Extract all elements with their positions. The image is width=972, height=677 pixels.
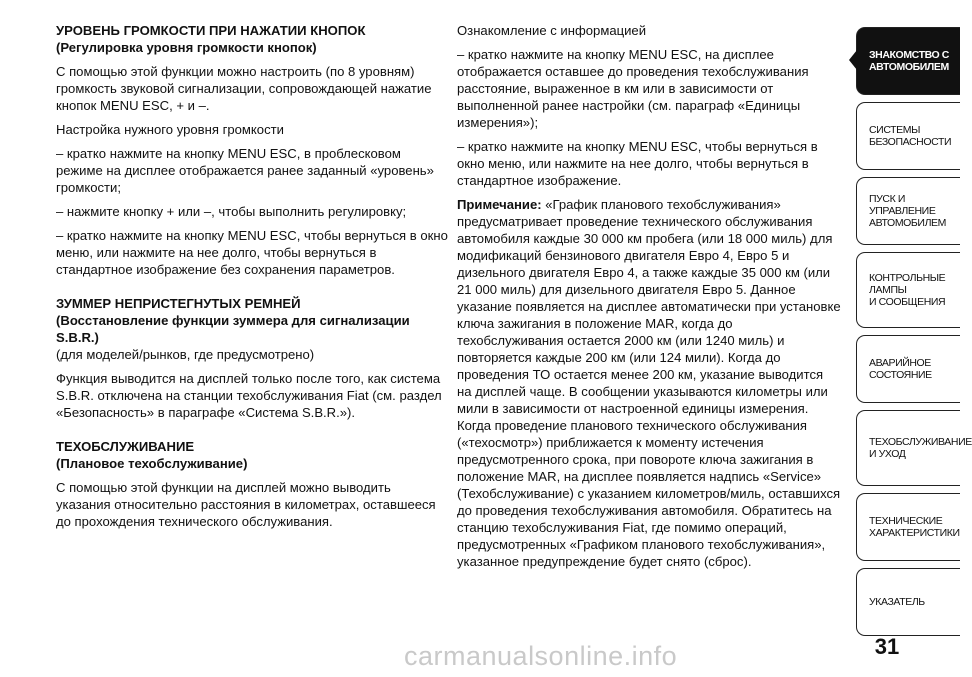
paragraph: – кратко нажмите на кнопку MENU ESC, на дисплее отображается оставшее до проведения техобслуживания расстояние, выраженное в км или в зависимости от выполненной ранее настройки (см. параграф «Единицы измерения»); (457, 47, 809, 130)
chapter-tabs (856, 27, 972, 643)
paragraph: Настройка нужного уровня громкости (56, 122, 284, 137)
paragraph: Функция выводится на дисплей только после того, как система S.B.R. отключена на станции техобслуживания Fiat (см. раздел «Безопасность» в параграфе «Система S.B.R.»). (56, 371, 442, 420)
tab-vehicle-intro[interactable]: ЗНАКОМСТВО С АВТОМОБИЛЕМ (856, 27, 960, 95)
right-column (457, 22, 841, 577)
paragraph: – кратко нажмите на кнопку MENU ESC, чтобы вернуться в окно меню, или нажмите на нее долго, чтобы вернуться в стандартное изображение без сохранения параметров. (56, 228, 448, 277)
section-subtitle-button-volume: (Регулировка уровня громкости кнопок) (56, 40, 317, 55)
section-title-seatbelt-buzzer: ЗУММЕР НЕПРИСТЕГНУТЫХ РЕМНЕЙ (56, 296, 301, 311)
note-text: «График планового техобслуживания» предусматривает проведение технического обслуживания автомобиля каждые 30 000 км пробега (или 18 000 миль) для модификаций бензинового двигателя Евро 4, Евро 5 и дизельного двигателя Евро 4, а также каждые 35 000 км (или 21 000 миль) для дизельного двигателя Евро 5. Данное указание появляется на дисплее автоматически при установке ключа зажигания в положение MAR, когда до техобслуживания остается 2000 км (или 1240 миль) и повторяется каждые 200 км (или 124 мили). Когда до проведения ТО остается менее 200 км, указание выводится на дисплей чаще. В сообщении указываются километры или мили в зависимости от настроенной единицы измерения. Когда проведение планового технического обслуживания («техосмотр») приближается к моменту истечения предусмотренного срока, при повороте ключа зажигания в положение MAR, на дисплее появляется надпись «Service» (Техобслуживание) с указанием километров/миль, оставшихся до проведения техобслуживания автомобиля. Обратитесь на станцию техобслуживания Fiat, где помимо операций, предусмотренных «Графиком планового техобслуживания», указанное предупреждение будет снято (сброс). (457, 197, 841, 569)
tab-warning-lights[interactable]: КОНТРОЛЬНЫЕ ЛАМПЫ И СООБЩЕНИЯ (856, 252, 960, 328)
page-number: 31 (874, 634, 900, 659)
paragraph: – кратко нажмите на кнопку MENU ESC, чтобы вернуться в окно меню, или нажмите на нее долго, чтобы вернуться в стандартное изображение. (457, 139, 818, 188)
section-title-button-volume: УРОВЕНЬ ГРОМКОСТИ ПРИ НАЖАТИИ КНОПОК (56, 23, 366, 38)
section-title-maintenance: ТЕХОБСЛУЖИВАНИЕ (56, 439, 195, 454)
tab-index[interactable]: УКАЗАТЕЛЬ (856, 568, 960, 636)
paragraph: – кратко нажмите на кнопку MENU ESC, в проблесковом режиме на дисплее отображается ранее заданный «уровень» громкости; (56, 146, 434, 195)
note-paragraph (457, 196, 841, 570)
paragraph: С помощью этой функции на дисплей можно выводить указания относительно расстояния в километрах, оставшееся до прохождения технического обслуживания. (56, 480, 436, 529)
section-subtitle-maintenance: (Плановое техобслуживание) (56, 456, 248, 471)
tab-emergency[interactable]: АВАРИЙНОЕ СОСТОЯНИЕ (856, 335, 960, 403)
watermark: carmanualsonline.info (404, 641, 678, 671)
tab-safety-systems[interactable]: СИСТЕМЫ БЕЗОПАСНОСТИ (856, 102, 960, 170)
note-label: Примечание: (457, 197, 542, 212)
tab-maintenance-care[interactable]: ТЕХОБСЛУЖИВАНИЕ И УХОД (856, 410, 960, 486)
paragraph: Ознакомление с информацией (457, 23, 647, 38)
section-subtitle-seatbelt-buzzer: (Восстановление функции зуммера для сигнализации S.B.R.) (56, 313, 410, 345)
tab-technical-specs[interactable]: ТЕХНИЧЕСКИЕ ХАРАКТЕРИСТИКИ (856, 493, 960, 561)
tab-starting-driving[interactable]: ПУСК И УПРАВЛЕНИЕ АВТОМОБИЛЕМ (856, 177, 960, 245)
paragraph: (для моделей/рынков, где предусмотрено) (56, 347, 315, 362)
paragraph: – нажмите кнопку + или –, чтобы выполнить регулировку; (56, 204, 407, 219)
left-column (56, 22, 448, 537)
paragraph: С помощью этой функции можно настроить (по 8 уровням) громкость звуковой сигнализации, сопровождающей нажатие кнопок MENU ESC, + и –. (56, 64, 432, 113)
